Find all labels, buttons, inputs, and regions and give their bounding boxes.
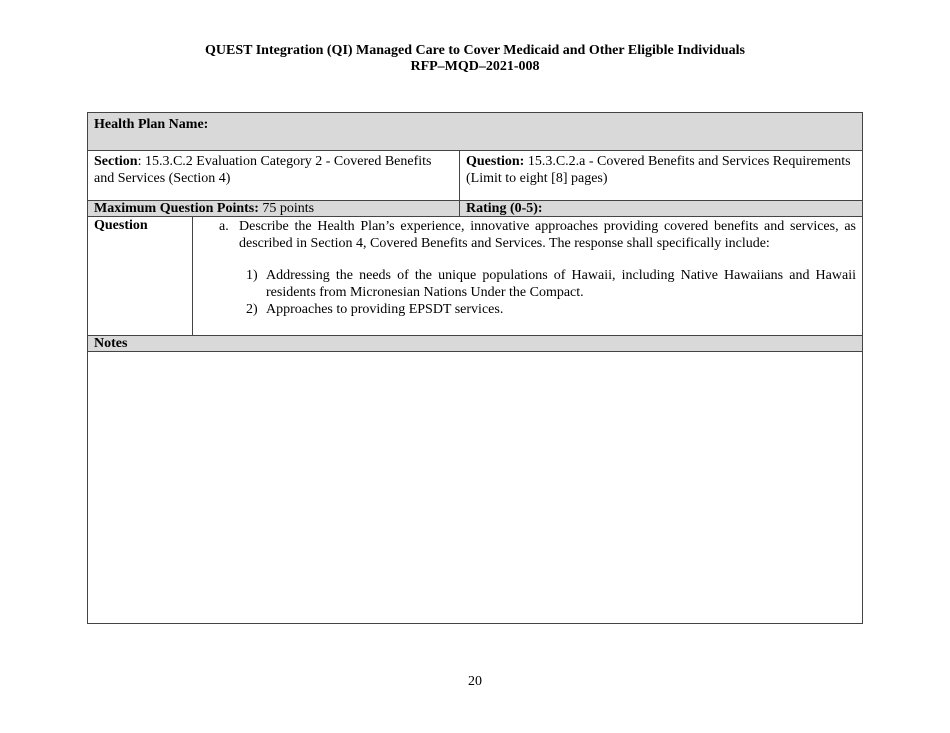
sub-item [246,301,856,318]
question-item-text: Describe the Health Plan’s experience, innovative approaches providing covered benefits and services, as described in Section 4, Covered Benefits and Services. The response shall specifically include: [239,219,856,251]
section-label: Section [94,154,138,169]
max-points-cell [88,201,460,216]
page-number: 20 [468,674,482,689]
rating-cell [460,201,862,216]
section-question-row [88,151,862,201]
sub-item-text: Addressing the needs of the unique populations of Hawaii, including Native Hawaiians and Hawaii residents from Micronesian Nations Under the Compact. [266,268,856,300]
document-header [0,43,950,75]
points-rating-row [88,201,862,217]
notes-label: Notes [94,336,128,351]
sub-item [246,267,856,301]
header-title: QUEST Integration (QI) Managed Care to Cover Medicaid and Other Eligible Individuals [205,43,745,58]
notes-header-row [88,336,862,352]
question-reference-value: 15.3.C.2.a - Covered Benefits and Services Requirements (Limit to eight [8] pages) [466,154,851,186]
rating-label: Rating (0-5): [466,201,543,216]
header-rfp-number: RFP–MQD–2021-008 [410,59,540,74]
question-label: Question [88,217,193,335]
question-body [193,217,862,335]
sub-item-marker: 1) [246,268,258,283]
question-row [88,217,862,336]
question-item-marker: a. [219,219,229,234]
max-points-label: Maximum Question Points: [94,201,259,216]
question-reference-cell [460,151,862,200]
question-item [219,218,856,252]
sub-item-text: Approaches to providing EPSDT services. [266,302,504,317]
health-plan-name-label: Health Plan Name: [94,117,209,132]
section-value: : 15.3.C.2 Evaluation Category 2 - Covered Benefits and Services (Section 4) [94,154,432,186]
max-points-value: 75 points [258,201,315,216]
question-reference-label: Question: [466,154,525,169]
health-plan-name-row [88,113,862,151]
notes-area[interactable] [88,352,862,623]
section-cell [88,151,460,200]
evaluation-form-table [87,112,863,624]
sub-item-marker: 2) [246,302,258,317]
